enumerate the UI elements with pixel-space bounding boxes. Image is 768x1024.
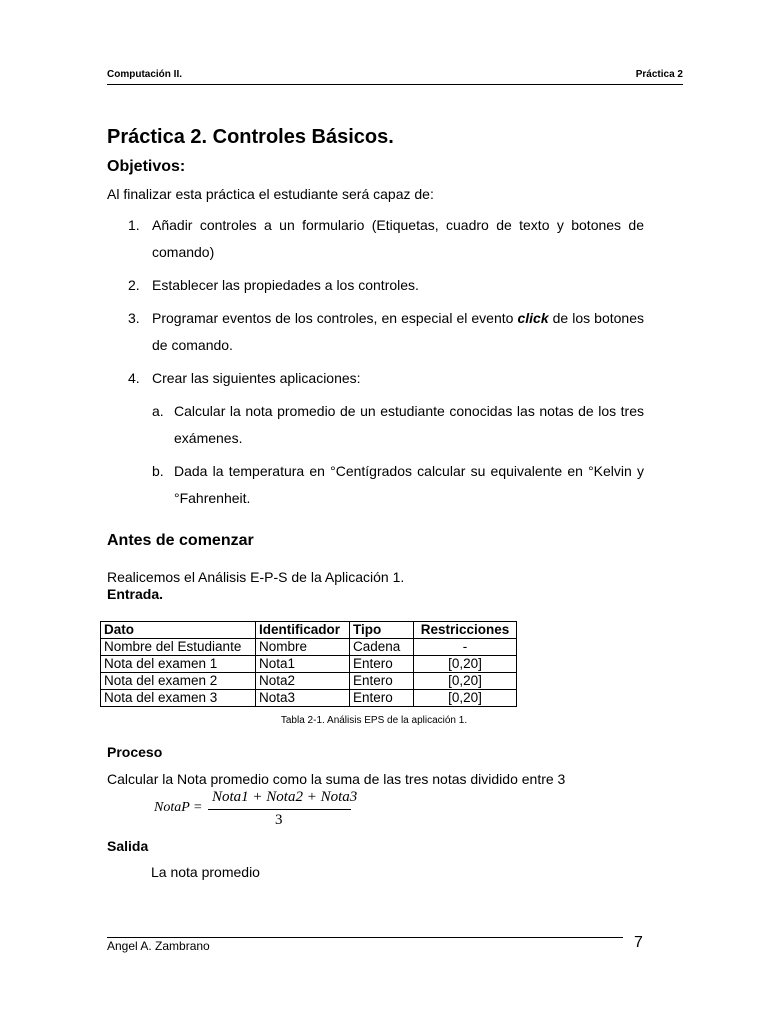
eps-table [100,621,517,707]
before-heading: Antes de comenzar [107,532,254,549]
header-practice: Práctica 2 [635,69,683,80]
footer-author: Angel A. Zambrano [107,939,210,953]
emphasis-click: click [517,310,549,326]
page-number: 7 [634,934,643,951]
table-row [101,656,517,673]
table-cell: [0,20] [414,656,517,673]
applications-list [152,398,644,512]
list-item-text-before: Programar eventos de los controles, en especial el evento [152,310,518,326]
table-cell: Nombre [256,639,350,656]
list-item-text: Establecer las propiedades a los controles. [152,277,419,293]
table-caption: Tabla 2-1. Análisis EPS de la aplicación 1. [280,715,468,726]
table-cell: Nota del examen 2 [101,673,256,690]
sub-list-letter: b. [152,463,164,479]
column-header: Tipo [350,622,414,639]
table-cell: Nota1 [256,656,350,673]
entrada-heading: Entrada. [107,586,164,602]
sub-list-text: Calcular la nota promedio de un estudiante conocidas las notas de los tres exámenes. [174,403,644,446]
list-item [107,365,644,512]
list-item [107,305,644,359]
table-cell: Entero [350,673,414,690]
table-row [101,639,517,656]
header-rule [107,84,683,85]
list-item [107,212,644,266]
table-header-row [101,622,517,639]
objectives-intro: Al finalizar esta práctica el estudiante será capaz de: [107,186,434,202]
output-text: La nota promedio [151,864,260,880]
table-cell: [0,20] [414,673,517,690]
table-cell: Nota3 [256,690,350,707]
list-item-text-after: de los botones de comando. [152,310,644,353]
table-row [101,690,517,707]
sub-list-text: Dada la temperatura en °Centígrados calcular su equivalente en °Kelvin y °Fahrenheit. [174,463,644,506]
column-header: Identificador [256,622,350,639]
objectives-list [107,212,644,518]
table-cell: Entero [350,656,414,673]
sub-list-item [152,398,644,452]
column-header: Dato [101,622,256,639]
process-heading: Proceso [107,744,163,760]
sub-list-item [152,458,644,512]
list-item-text: Añadir controles a un formulario (Etiquetas, cuadro de texto y botones de comando) [152,217,644,260]
list-item [107,272,644,299]
formula-lhs: NotaP = [154,800,203,815]
formula-numerator: Nota1 + Nota2 + Nota3 [212,789,358,805]
objectives-heading: Objetivos: [107,158,186,175]
table-cell: Nota del examen 1 [101,656,256,673]
list-number: 2. [128,277,140,293]
footer-rule [107,937,623,938]
table-cell: - [414,639,517,656]
formula-denominator: 3 [275,812,283,828]
analysis-text: Realicemos el Análisis E-P-S de la Aplicación 1. [107,569,405,585]
table-row [101,673,517,690]
table-cell: Entero [350,690,414,707]
table-cell: [0,20] [414,690,517,707]
output-heading: Salida [107,838,149,854]
process-text: Calcular la Nota promedio como la suma de las tres notas dividido entre 3 [107,771,566,787]
table-cell: Cadena [350,639,414,656]
header-course: Computación II. [107,69,182,80]
list-item-text: Crear las siguientes aplicaciones: [152,370,361,386]
page-title: Práctica 2. Controles Básicos. [107,126,394,148]
table-cell: Nombre del Estudiante [101,639,256,656]
list-number: 4. [128,370,140,386]
list-number: 3. [128,310,140,326]
fraction-bar [208,809,351,810]
column-header: Restricciones [414,622,517,639]
sub-list-letter: a. [152,403,164,419]
table-cell: Nota2 [256,673,350,690]
list-number: 1. [128,217,140,233]
table-cell: Nota del examen 3 [101,690,256,707]
